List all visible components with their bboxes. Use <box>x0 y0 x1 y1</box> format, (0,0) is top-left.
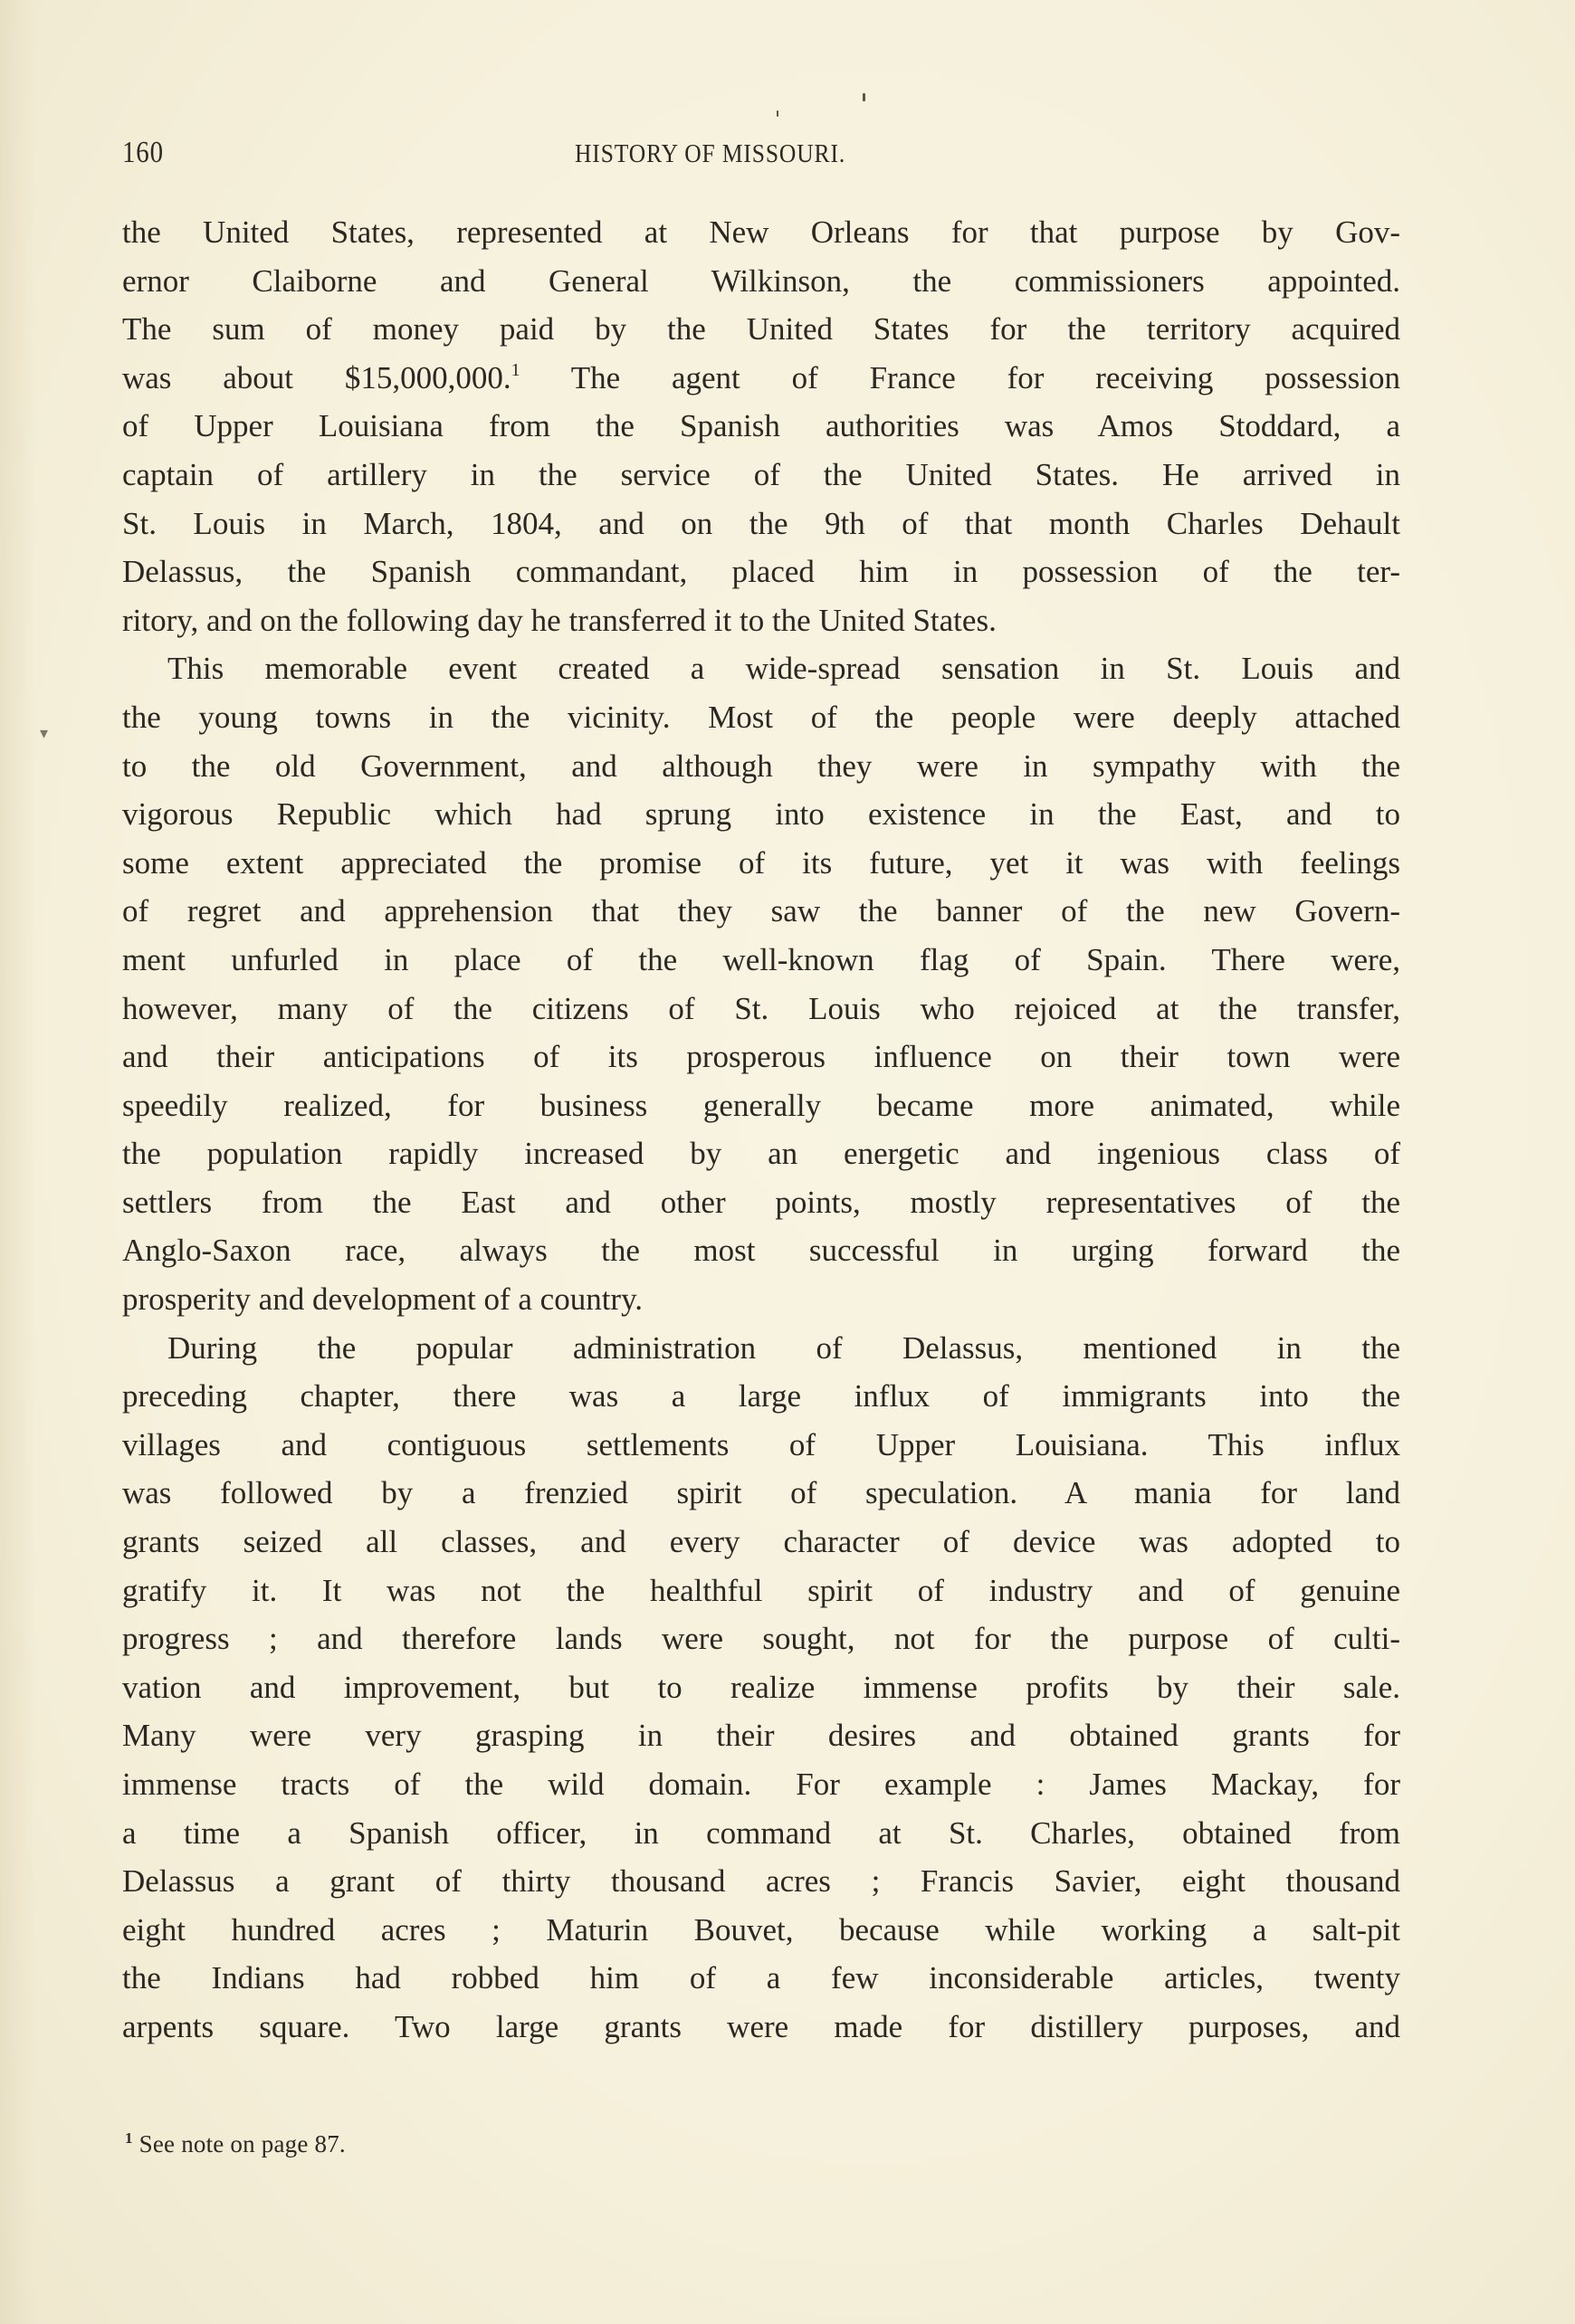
text-line <box>122 1906 1400 1955</box>
text-line <box>122 1226 1400 1275</box>
text-line <box>122 1518 1400 1567</box>
line-text: During the popular administration of Delassus, mentioned in the <box>167 1329 1400 1366</box>
text-line <box>122 742 1400 791</box>
body-text <box>122 208 1400 2052</box>
footnote-reference[interactable]: 1 <box>511 359 520 380</box>
text-line <box>122 500 1400 548</box>
text-line <box>122 451 1400 500</box>
line-text: prosperity and development of a country. <box>122 1281 644 1318</box>
line-text: was about $15,000,000. <box>122 359 511 395</box>
line-text: some extent appreciated the promise of its future, yet it was with feelings <box>122 844 1400 881</box>
print-speck <box>777 110 778 117</box>
line-text: villages and contiguous settlements of Upper Louisiana. This influx <box>122 1426 1400 1462</box>
text-line <box>122 1033 1400 1081</box>
page-gutter-shadow <box>0 0 36 2324</box>
paragraph-first-line <box>122 644 1400 693</box>
text-line <box>122 596 1400 645</box>
text-line <box>122 1372 1400 1421</box>
line-text: vation and improvement, but to realize immense profits by their sale. <box>122 1669 1400 1705</box>
line-text: St. Louis in March, 1804, and on the 9th of that month Charles Dehault <box>122 505 1400 541</box>
page-header <box>122 136 1403 172</box>
line-text: Many were very grasping in their desires and obtained grants for <box>122 1718 1400 1754</box>
text-line <box>122 1954 1400 2003</box>
line-text: The agent of France for receiving possession <box>520 359 1400 395</box>
line-text: vigorous Republic which had sprung into existence in the East, and to <box>122 796 1400 833</box>
line-text: ment unfurled in place of the well-known flag of Spain. There were, <box>122 941 1400 977</box>
text-line <box>122 1663 1400 1712</box>
line-text: eight hundred acres ; Maturin Bouvet, because while working a salt-pit <box>122 1911 1400 1948</box>
text-line <box>122 1275 1400 1324</box>
line-text: This memorable event created a wide-spread sensation in St. Louis and <box>167 651 1400 687</box>
line-text: preceding chapter, there was a large influx of immigrants into the <box>122 1378 1400 1414</box>
line-text: of Upper Louisiana from the Spanish authorities was Amos Stoddard, a <box>122 408 1400 444</box>
line-text: and their anticipations of its prosperous influence on their town were <box>122 1039 1400 1075</box>
text-line <box>122 887 1400 936</box>
line-text: the young towns in the vicinity. Most of the people were deeply attached <box>122 699 1400 735</box>
line-text: settlers from the East and other points, mostly representatives of the <box>122 1184 1400 1220</box>
text-line <box>122 1711 1400 1760</box>
text-line <box>122 208 1400 257</box>
running-head: HISTORY OF MISSOURI. <box>575 139 846 168</box>
text-line <box>122 1081 1400 1130</box>
text-line <box>122 1178 1400 1227</box>
text-line <box>122 1760 1400 1809</box>
text-line <box>122 1567 1400 1615</box>
line-text: Delassus a grant of thirty thousand acres ; Francis Savier, eight thousand <box>122 1863 1400 1900</box>
line-text: captain of artillery in the service of the United States. He arrived in <box>122 456 1400 492</box>
text-line <box>122 1421 1400 1470</box>
text-line <box>122 354 1400 403</box>
print-speck <box>863 93 865 101</box>
page-number: 160 <box>122 136 164 169</box>
text-line <box>122 2003 1400 2052</box>
line-text: immense tracts of the wild domain. For example : James Mackay, for <box>122 1767 1400 1802</box>
footnote <box>125 2130 346 2158</box>
line-text: the population rapidly increased by an energetic and ingenious class of <box>122 1136 1400 1172</box>
text-line <box>122 548 1400 596</box>
line-text: Delassus, the Spanish commandant, placed him in possession of the ter- <box>122 554 1400 590</box>
line-text: Anglo-Saxon race, always the most successful in urging forward the <box>122 1233 1400 1269</box>
line-text: ritory, and on the following day he transferred it to the United States. <box>122 602 997 638</box>
line-text: progress ; and therefore lands were sought, not for the purpose of culti- <box>122 1621 1400 1657</box>
line-text: the Indians had robbed him of a few inconsiderable articles, twenty <box>122 1960 1400 1996</box>
text-line <box>122 693 1400 742</box>
text-line <box>122 257 1400 306</box>
text-line <box>122 1614 1400 1663</box>
line-text: The sum of money paid by the United States for the territory acquired <box>122 311 1400 348</box>
line-text: gratify it. It was not the healthful spirit of industry and of genuine <box>122 1572 1400 1608</box>
text-line <box>122 790 1400 839</box>
footnote-marker: 1 <box>125 2129 133 2147</box>
line-text: a time a Spanish officer, in command at St. Charles, obtained from <box>122 1814 1400 1851</box>
text-line <box>122 305 1400 354</box>
text-line <box>122 1469 1400 1518</box>
text-line <box>122 1129 1400 1178</box>
line-text: grants seized all classes, and every character of device was adopted to <box>122 1524 1400 1560</box>
line-text: however, many of the citizens of St. Louis who rejoiced at the transfer, <box>122 990 1400 1026</box>
text-line <box>122 936 1400 985</box>
line-text: to the old Government, and although they were in sympathy with the <box>122 748 1400 784</box>
text-line <box>122 839 1400 888</box>
margin-mark: ▾ <box>40 724 49 742</box>
footnote-text: See note on page 87. <box>138 2130 346 2157</box>
line-text: the United States, represented at New Orleans for that purpose by Gov- <box>122 214 1400 250</box>
paragraph-first-line <box>122 1324 1400 1373</box>
text-line <box>122 402 1400 451</box>
text-line <box>122 1809 1400 1858</box>
line-text: was followed by a frenzied spirit of speculation. A mania for land <box>122 1475 1400 1511</box>
line-text: arpents square. Two large grants were made for distillery purposes, and <box>122 2008 1400 2044</box>
text-line <box>122 985 1400 1033</box>
line-text: ernor Claiborne and General Wilkinson, the commissioners appointed. <box>122 262 1400 299</box>
line-text: speedily realized, for business generally became more animated, while <box>122 1087 1400 1123</box>
line-text: of regret and apprehension that they saw the banner of the new Govern- <box>122 893 1400 929</box>
text-line <box>122 1857 1400 1906</box>
